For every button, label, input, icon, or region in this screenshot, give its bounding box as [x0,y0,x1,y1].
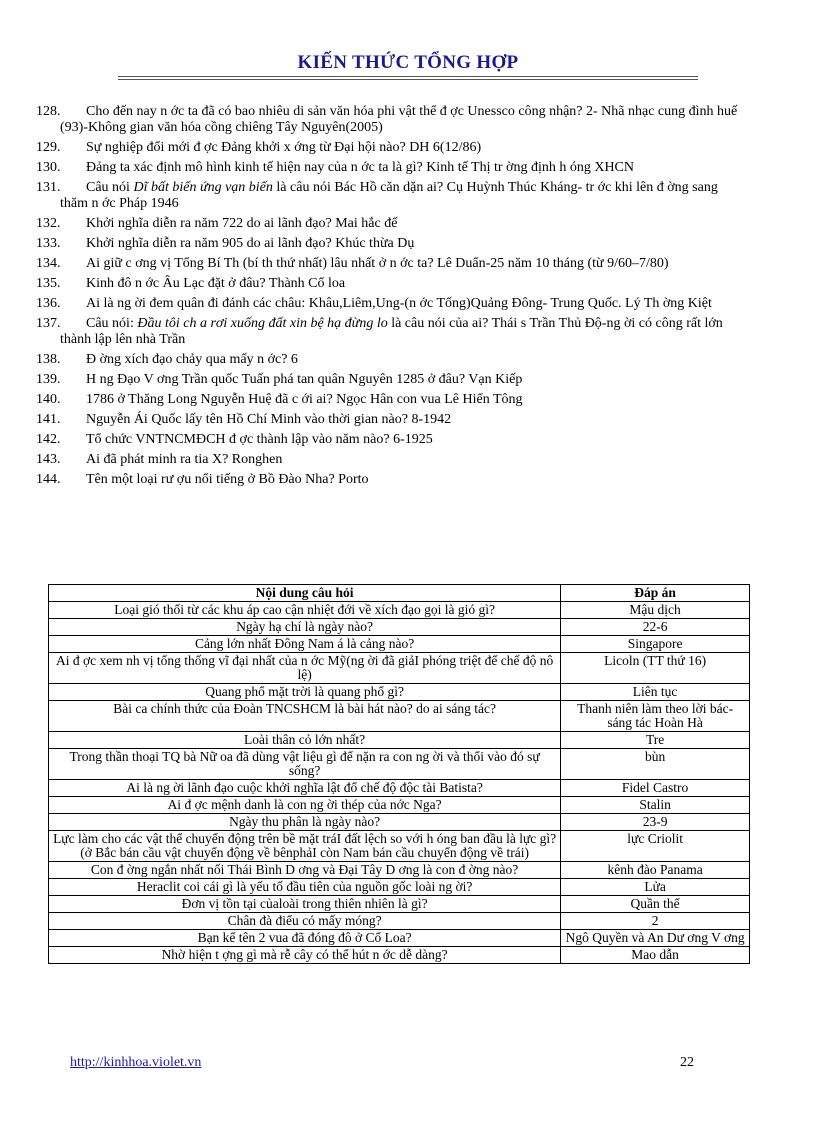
question-text: Sự nghiệp đổi mới đ ợc Đảng khởi x ớng từ Đại hội nào? DH 6(12/86) [86,140,482,155]
table-header-row [49,585,750,602]
list-item [36,472,748,488]
question-column-header: Nội dung câu hỏi [49,585,561,602]
question-cell: Lực làm cho các vật thể chuyển động trên bề mặt tráI đất lệch so với h óng ban đầu là lực gì?(ở Bắc bán cầu vật chuyển động về bênphảI còn Nam bán cầu chuyển động về trái) [49,831,561,862]
question-number: 135. [36,276,61,291]
question-list [36,104,748,492]
answer-cell: bùn [561,749,750,780]
question-cell: Đơn vị tồn tại củaloài trong thiên nhiên là gì? [49,896,561,913]
answer-cell: Liên tục [561,684,750,701]
question-number: 144. [36,472,61,487]
table-row [49,831,750,862]
question-text: Tên một loại rư ợu nổi tiếng ở Bồ Đào Nha? Porto [86,472,369,487]
question-number: 131. [36,180,61,195]
table-row [49,896,750,913]
question-cell: Con đ ờng ngắn nhất nối Thái Bình D ơng và Đại Tây D ơng là con đ ờng nào? [49,862,561,879]
list-item [36,276,748,292]
quoted-saying: Dĩ bất biến ứng vạn biến [133,180,273,195]
question-cell: Ai đ ợc xem nh vị tổng thống vĩ đại nhất của n ớc Mỹ(ng ời đã giảI phóng triệt để chế độ nô lệ) [49,653,561,684]
question-cell: Trong thần thoại TQ bà Nữ oa đã dùng vật liệu gì để nặn ra con ng ời và thổi vào đó sự sống? [49,749,561,780]
question-cell: Cảng lớn nhất Đông Nam á là cảng nào? [49,636,561,653]
answer-cell: Quần thể [561,896,750,913]
question-text: Đảng ta xác định mô hình kinh tế hiện nay của n ớc ta là gì? Kinh tế Thị tr ờng định h óng XHCN [86,160,634,175]
list-item [36,140,748,156]
table-row [49,602,750,619]
question-number: 132. [36,216,61,231]
answer-column-header: Đáp án [561,585,750,602]
table-row [49,636,750,653]
question-text: 1786 ở Thăng Long Nguyễn Huệ đã c ới ai? Ngọc Hân con vua Lê Hiển Tông [86,392,523,407]
question-text: Ai là ng ời đem quân đi đánh các châu: Khâu,Liêm,Ung-(n ớc Tống)Quảng Đông- Trung Quốc. Lý Th ờng Kiệt [86,296,712,311]
question-number: 130. [36,160,61,175]
question-number: 139. [36,372,61,387]
question-cell: Heraclit coi cái gì là yếu tố đầu tiên của nguồn gốc loài ng ời? [49,879,561,896]
question-text: Khởi nghĩa diễn ra năm 905 do ai lãnh đạo? Khúc thừa Dụ [86,236,415,251]
table-row [49,701,750,732]
question-number: 141. [36,412,61,427]
question-cell: Bài ca chính thức của Đoàn TNCSHCM là bài hát nào? do ai sáng tác? [49,701,561,732]
answer-cell: Licoln (TT thứ 16) [561,653,750,684]
question-number: 142. [36,432,61,447]
list-item [36,236,748,252]
question-text: H ng Đạo V ơng Trần quốc Tuấn phá tan quân Nguyên 1285 ở đâu? Vạn Kiếp [86,372,523,387]
question-cell: Ngày thu phân là ngày nào? [49,814,561,831]
question-text: Khởi nghĩa diễn ra năm 722 do ai lãnh đạo? Mai hắc đế [86,216,398,231]
question-text: Ai giữ c ơng vị Tổng Bí Th (bí th thứ nhất) lâu nhất ở n ớc ta? Lê Duẩn-25 năm 10 tháng (từ 9/60–7/80) [86,256,669,271]
table-row [49,814,750,831]
question-number: 138. [36,352,61,367]
answer-cell: Ngô Quyền và An Dư ơng V ơng [561,930,750,947]
table-row [49,619,750,636]
question-text: Kinh đô n ớc Âu Lạc đặt ở đâu? Thành Cổ loa [86,276,346,291]
list-item [36,432,748,448]
question-number: 137. [36,316,61,331]
question-cell: Loại gió thổi từ các khu áp cao cận nhiệt đới về xích đạo gọi là gió gì? [49,602,561,619]
table-row [49,879,750,896]
table-row [49,749,750,780]
question-number: 140. [36,392,61,407]
question-cell: Nhờ hiện t ợng gì mà rễ cây có thể hút n ớc dễ dàng? [49,947,561,964]
table-row [49,947,750,964]
list-item [36,452,748,468]
question-number: 128. [36,104,61,119]
question-cell: Ngày hạ chí là ngày nào? [49,619,561,636]
question-text: Tổ chức VNTNCMĐCH đ ợc thành lập vào năm nào? 6-1925 [86,432,433,447]
page-title: KIẾN THỨC TỔNG HỢP [297,52,519,73]
list-item [36,316,748,348]
answer-cell: Singapore [561,636,750,653]
list-item [36,160,748,176]
list-item [36,392,748,408]
answer-cell: Stalin [561,797,750,814]
list-item [36,180,748,212]
list-item [36,104,748,136]
list-item [36,352,748,368]
quoted-saying: Đầu tôi ch a rơi xuống đất xin bệ hạ đừng lo [137,316,388,331]
table-row [49,684,750,701]
answer-cell: Mao dẫn [561,947,750,964]
list-item [36,296,748,312]
question-number: 133. [36,236,61,251]
answer-cell: 2 [561,913,750,930]
question-text: Ai đã phát minh ra tia X? Ronghen [86,452,283,467]
table-row [49,732,750,749]
answer-cell: Mậu dịch [561,602,750,619]
question-text-post: là câu nói Bác Hồ căn dặn ai? Cụ Huỳnh Thúc Kháng- tr ớc khi lên đ ờng sang thăm n ớc Pháp 1946 [60,180,718,211]
table-row [49,653,750,684]
question-cell: Ai là ng ời lãnh đạo cuộc khởi nghĩa lật đổ chế độ độc tài Batista? [49,780,561,797]
question-text: Nguyễn Ái Quốc lấy tên Hồ Chí Minh vào thời gian nào? 8-1942 [86,412,452,427]
question-cell: Quang phổ mặt trời là quang phổ gì? [49,684,561,701]
question-text-pre: Câu nói: [86,316,138,331]
question-cell: Chân đà điểu có mấy móng? [49,913,561,930]
table-row [49,930,750,947]
list-item [36,256,748,272]
question-number: 143. [36,452,61,467]
answer-cell: 23-9 [561,814,750,831]
question-text-pre: Câu nói [86,180,134,195]
question-text [36,316,748,348]
question-text-post: là câu nói của ai? Thái s Trần Thủ Độ-ng ời có công rất lớn thành lập lên nhà Trần [60,316,723,347]
table-row [49,780,750,797]
question-text: Đ ờng xích đạo chảy qua mấy n ớc? 6 [86,352,298,367]
table-row [49,913,750,930]
question-cell: Bạn kể tên 2 vua đã đóng đô ở Cổ Loa? [49,930,561,947]
question-cell: Loài thân cỏ lớn nhất? [49,732,561,749]
answer-cell: lực Criolit [561,831,750,862]
answer-cell: Tre [561,732,750,749]
answer-cell: 22-6 [561,619,750,636]
question-cell: Ai đ ợc mệnh danh là con ng ời thép của nớc Nga? [49,797,561,814]
question-text: Cho đến nay n ớc ta đã có bao nhiêu di sản văn hóa phi vật thể đ ợc Unessco công nhận? 2- Nhã nhạc cung đình huế (93)-Không gian văn hóa cồng chiêng Tây Nguyên(2005) [60,104,738,135]
question-text [36,180,748,212]
answer-cell: Thanh niên làm theo lời bác- sáng tác Hoàn Hà [561,701,750,732]
list-item [36,216,748,232]
list-item [36,412,748,428]
question-number: 136. [36,296,61,311]
qa-table [48,584,750,964]
list-item [36,372,748,388]
answer-cell: Fidel Castro [561,780,750,797]
table-row [49,862,750,879]
answer-cell: Lửa [561,879,750,896]
title-underline [118,76,698,80]
question-number: 134. [36,256,61,271]
page-number: 22 [680,1055,694,1070]
question-number: 129. [36,140,61,155]
footer-link[interactable]: http://kinhhoa.violet.vn [70,1055,202,1070]
answer-cell: kênh đào Panama [561,862,750,879]
table-row [49,797,750,814]
